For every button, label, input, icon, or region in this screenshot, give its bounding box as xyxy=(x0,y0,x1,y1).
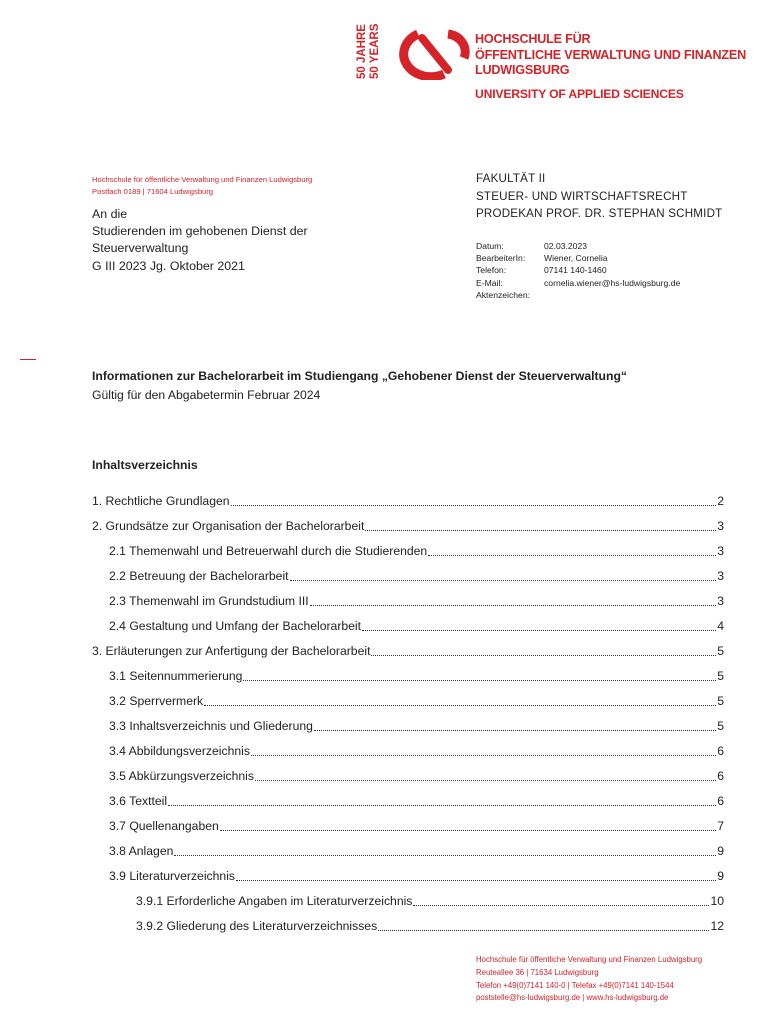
toc-entry[interactable] xyxy=(136,894,724,908)
toc-entry-title: 2. Grundsätze zur Organisation der Bachelorarbeit xyxy=(92,519,365,533)
faculty-line-3: PRODEKAN PROF. DR. STEPHAN SCHMIDT xyxy=(476,207,723,220)
toc-entry-title: 1. Rechtliche Grundlagen xyxy=(92,494,230,508)
footer-address xyxy=(476,954,702,1005)
toc-heading: Inhaltsverzeichnis xyxy=(92,458,198,472)
toc-entry-title: 3. Erläuterungen zur Anfertigung der Bachelorarbeit xyxy=(92,644,371,658)
anniversary-badge xyxy=(356,23,390,79)
toc-entry[interactable] xyxy=(109,669,724,683)
meta-row-email xyxy=(476,277,680,289)
toc-leader-dots xyxy=(371,646,716,656)
fold-mark xyxy=(20,359,36,360)
sender-line-2: Postfach 0189 | 71604 Ludwigsburg xyxy=(92,186,214,196)
toc-entry[interactable] xyxy=(92,644,724,658)
meta-value: Wiener, Cornelia xyxy=(544,253,608,264)
toc-leader-dots xyxy=(255,771,716,781)
faculty-block xyxy=(476,170,722,223)
toc-entry-title: 2.1 Themenwahl und Betreuerwahl durch die Studierenden xyxy=(109,544,428,558)
meta-label: Telefon: xyxy=(476,265,507,276)
subject-title: Informationen zur Bachelorarbeit im Studiengang „Gehobener Dienst der Steuerverwaltung“ xyxy=(92,369,627,383)
meta-label: Datum: xyxy=(476,241,504,251)
footer-line-1: Hochschule für öffentliche Verwaltung und Finanzen Ludwigsburg xyxy=(476,955,703,964)
toc-entry-page: 3 xyxy=(717,519,724,533)
meta-value: cornelia.wiener@hs-ludwigsburg.de xyxy=(544,277,681,288)
institution-subtitle: UNIVERSITY OF APPLIED SCIENCES xyxy=(475,87,684,101)
toc-leader-dots xyxy=(314,721,716,731)
toc-entry[interactable] xyxy=(109,569,724,583)
meta-label: BearbeiterIn: xyxy=(476,253,526,264)
letter-metadata xyxy=(476,240,680,301)
meta-value: 02.03.2023 xyxy=(544,241,588,251)
toc-entry[interactable] xyxy=(109,744,724,758)
toc-leader-dots xyxy=(168,796,716,806)
toc-entry-page: 9 xyxy=(717,869,724,883)
toc-leader-dots xyxy=(362,621,716,631)
hs-ludwigsburg-logo-icon xyxy=(398,28,470,80)
toc-entry-title: 3.5 Abkürzungsverzeichnis xyxy=(109,769,254,783)
toc-leader-dots xyxy=(236,871,716,881)
recipient-address xyxy=(92,206,308,275)
toc-entry-title: 3.9.1 Erforderliche Angaben im Literaturverzeichnis xyxy=(136,894,413,908)
toc-leader-dots xyxy=(378,921,709,931)
toc-leader-dots xyxy=(243,671,716,681)
toc-entry-page: 3 xyxy=(717,544,724,558)
institution-line-1: HOCHSCHULE FÜR xyxy=(475,32,591,46)
toc-entry[interactable] xyxy=(109,794,724,808)
institution-line-2: ÖFFENTLICHE VERWALTUNG UND FINANZEN xyxy=(475,47,746,62)
toc-entry-title: 3.2 Sperrvermerk xyxy=(109,694,204,708)
toc-entry-title: 3.7 Quellenangaben xyxy=(109,819,219,833)
toc-entry-title: 3.1 Seitennummerierung xyxy=(109,669,243,683)
toc-entry-title: 2.2 Betreuung der Bachelorarbeit xyxy=(109,569,289,583)
toc-entry[interactable] xyxy=(109,719,724,733)
meta-value: 07141 140-1460 xyxy=(544,265,607,276)
toc-entry[interactable] xyxy=(109,619,724,633)
toc-entry-page: 3 xyxy=(717,569,724,583)
toc-entry-title: 2.4 Gestaltung und Umfang der Bachelorarbeit xyxy=(109,619,362,633)
toc-entry-title: 3.9 Literaturverzeichnis xyxy=(109,869,235,883)
meta-label: E-Mail: xyxy=(476,277,503,288)
faculty-line-2: STEUER- UND WIRTSCHAFTSRECHT xyxy=(476,189,688,203)
recipient-line-2: Studierenden im gehobenen Dienst der xyxy=(92,224,308,239)
footer-line-2: Reuteallee 36 | 71634 Ludwigsburg xyxy=(476,967,599,977)
toc-leader-dots xyxy=(428,546,716,556)
toc-entry-title: 3.8 Anlagen xyxy=(109,844,174,858)
institution-line-3: LUDWIGSBURG xyxy=(475,63,570,77)
toc-entry-page: 6 xyxy=(717,794,724,808)
toc-leader-dots xyxy=(310,596,717,606)
toc-entry-page: 5 xyxy=(717,669,724,683)
toc-entry[interactable] xyxy=(92,519,724,533)
meta-row-reference xyxy=(476,289,680,301)
toc-leader-dots xyxy=(231,496,717,506)
meta-label: Aktenzeichen: xyxy=(476,289,530,300)
toc-entry-page: 7 xyxy=(717,819,724,833)
toc-entry-title: 2.3 Themenwahl im Grundstudium III xyxy=(109,594,309,608)
toc-entry[interactable] xyxy=(109,819,724,833)
sender-line-1: Hochschule für öffentliche Verwaltung und Finanzen Ludwigsburg xyxy=(92,175,313,184)
recipient-line-1: An die xyxy=(92,207,128,221)
toc-entry-page: 10 xyxy=(710,894,724,908)
toc-entry-page: 5 xyxy=(717,694,724,708)
subject-subtitle: Gültig für den Abgabetermin Februar 2024 xyxy=(92,388,321,402)
toc-entry-page: 2 xyxy=(717,494,724,508)
toc-entry-page: 5 xyxy=(717,719,724,733)
toc-entry-page: 6 xyxy=(717,769,724,783)
toc-leader-dots xyxy=(220,821,716,831)
toc-leader-dots xyxy=(251,746,716,756)
footer-line-4: poststelle@hs-ludwigsburg.de | www.hs-ludwigsburg.de xyxy=(476,993,669,1003)
toc-entry[interactable] xyxy=(109,594,724,608)
toc-entry-page: 6 xyxy=(717,744,724,758)
toc-entry[interactable] xyxy=(109,544,724,558)
toc-entry[interactable] xyxy=(109,694,724,708)
meta-row-editor xyxy=(476,252,680,264)
recipient-line-4: G III 2023 Jg. Oktober 2021 xyxy=(92,258,245,273)
recipient-line-3: Steuerverwaltung xyxy=(92,241,189,256)
toc-entry-page: 5 xyxy=(717,644,724,658)
toc-entry-title: 3.4 Abbildungsverzeichnis xyxy=(109,744,250,758)
toc-entry[interactable] xyxy=(92,494,724,508)
anniversary-line-2: 50 YEARS xyxy=(369,23,381,79)
toc-leader-dots xyxy=(174,846,716,856)
toc-leader-dots xyxy=(413,896,709,906)
toc-leader-dots xyxy=(204,696,716,706)
anniversary-line-1: 50 JAHRE xyxy=(356,24,368,79)
toc-entry[interactable] xyxy=(109,869,724,883)
institution-name xyxy=(475,32,746,79)
toc-entry-page: 12 xyxy=(710,919,724,933)
toc-leader-dots xyxy=(365,521,716,531)
toc-entry-title: 3.6 Textteil xyxy=(109,794,168,808)
toc-entry-page: 3 xyxy=(717,594,724,608)
meta-row-date xyxy=(476,240,680,252)
toc-entry-title: 3.3 Inhaltsverzeichnis und Gliederung xyxy=(109,719,313,733)
toc-entry-title: 3.9.2 Gliederung des Literaturverzeichnisses xyxy=(136,919,378,933)
toc-entry-page: 9 xyxy=(717,844,724,858)
toc-entry[interactable] xyxy=(136,919,724,933)
toc-entry[interactable] xyxy=(109,844,724,858)
sender-address xyxy=(92,174,312,197)
toc-entry-page: 4 xyxy=(717,619,724,633)
faculty-line-1: FAKULTÄT II xyxy=(476,172,546,185)
meta-row-phone xyxy=(476,264,680,276)
footer-line-3: Telefon +49(0)7141 140-0 | Telefax +49(0)7141 140-1544 xyxy=(476,980,674,990)
toc-leader-dots xyxy=(290,571,717,581)
toc-entry[interactable] xyxy=(109,769,724,783)
